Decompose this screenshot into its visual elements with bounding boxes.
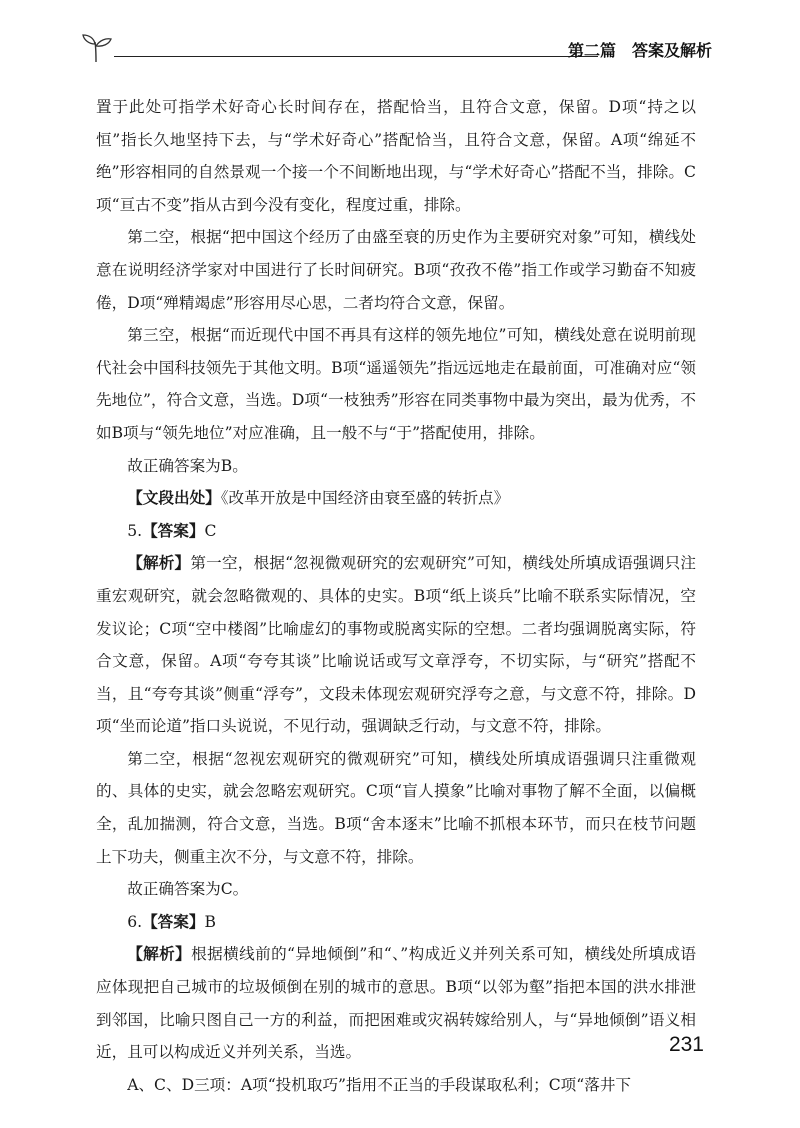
paragraph: 置于此处可指学术好奇心长时间存在，搭配恰当，且符合文意，保留。D项“持之以恒”指长久地坚持下去，与“学术好奇心”搭配恰当，且符合文意，保留。A项“绵延不绝”形容相同的自然景观一个接一个不间断地出现，与“学术好奇心”搭配不当，排除。C项“亘古不变”指从古到今没有变化，程度过重，排除。 xyxy=(96,98,696,214)
paragraph: 第三空，根据“而近现代中国不再具有这样的领先地位”可知，横线处意在说明前现代社会中国科技领先于其他文明。B项“遥遥领先”指远远地走在最前面，可准确对应“领先地位”，符合文意，当选。D项“一枝独秀”形容在同类事物中最为突出，最为优秀，不如B项与“领先地位”对应准确，且一般不与“于”搭配使用，排除。 xyxy=(96,326,696,442)
page-number: 231 xyxy=(668,1033,704,1056)
answer-value: B xyxy=(204,912,216,931)
question-5-answer xyxy=(96,515,696,548)
answer-conclusion: 故正确答案为B。 xyxy=(127,456,248,475)
question-number: 6. xyxy=(127,912,143,931)
sprout-icon xyxy=(80,32,114,64)
page-header xyxy=(80,30,712,70)
header-rule xyxy=(114,56,598,57)
answer-label: 【答案】 xyxy=(142,521,205,540)
answer-conclusion: 故正确答案为C。 xyxy=(127,880,249,899)
section-title: 第二篇 答案及解析 xyxy=(567,41,712,60)
question-number: 5. xyxy=(127,521,143,540)
source-label: 【文段出处】 xyxy=(127,489,221,508)
question-5-analysis xyxy=(96,547,696,743)
page-body xyxy=(96,91,696,1101)
paragraph: A、C、D三项：A项“投机取巧”指用不正当的手段谋取私利；C项“落井下 xyxy=(127,1075,632,1094)
analysis-label: 【解析】 xyxy=(127,554,191,573)
paragraph: 第二空，根据“忽视宏观研究的微观研究”可知，横线处所填成语强调只注重微观的、具体的史实，就会忽略宏观研究。C项“盲人摸象”比喻对事物了解不全面，以偏概全，乱加揣测，符合文意，当选。B项“舍本逐末”比喻不抓根本环节，而只在枝节问题上下功夫，侧重主次不分，与文意不符，排除。 xyxy=(96,749,696,866)
answer-label: 【答案】 xyxy=(142,912,205,931)
question-6-answer xyxy=(96,906,696,939)
analysis-label: 【解析】 xyxy=(127,945,192,964)
analysis-text: 根据横线前的“异地倾倒”和“、”构成近义并列关系可知，横线处所填成语应体现把自己城市的垃圾倾倒在别的城市的意思。B项“以邻为壑”指把本国的洪水排泄到邻国，比喻只图自己一方的利益，而把困难或灾祸转嫁给别人，与“异地倾倒”语义相近，且可以构成近义并列关系，当选。 xyxy=(96,945,696,1062)
answer-value: C xyxy=(204,521,217,540)
question-6-analysis xyxy=(96,938,696,1068)
analysis-text: 第一空，根据“忽视微观研究的宏观研究”可知，横线处所填成语强调只注重宏观研究，就会忽略微观的、具体的史实。B项“纸上谈兵”比喻不联系实际情况，空发议论；C项“空中楼阁”比喻虚幻的事物或脱离实际的空想。二者均强调脱离实际，符合文意，保留。A项“夸夸其谈”比喻说话或写文章浮夸，不切实际，与“研究”搭配不当，且“夸夸其谈”侧重“浮夸”，文段未体现宏观研究浮夸之意，与文意不符，排除。D项“坐而论道”指口头说说，不见行动，强调缺乏行动，与文意不符，排除。 xyxy=(96,554,696,736)
source-line xyxy=(96,482,696,515)
source-text: 《改革开放是中国经济由衰至盛的转折点》 xyxy=(220,489,510,508)
paragraph: 第二空，根据“把中国这个经历了由盛至衰的历史作为主要研究对象”可知，横线处意在说明经济学家对中国进行了长时间研究。B项“孜孜不倦”指工作或学习勤奋不知疲倦，D项“殚精竭虑”形容用尽心思，二者均符合文意，保留。 xyxy=(96,228,696,312)
